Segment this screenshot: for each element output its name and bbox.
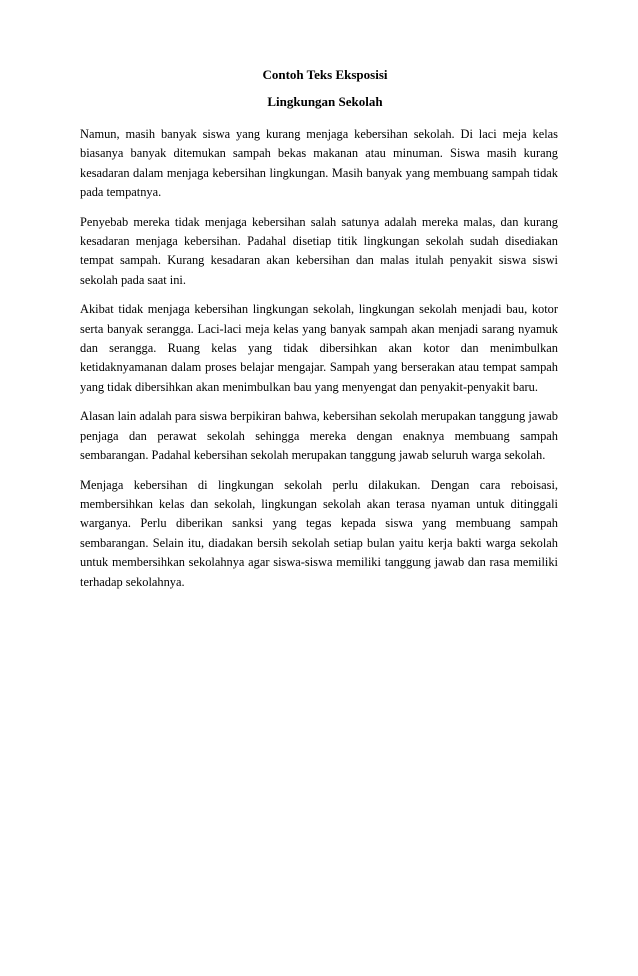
paragraph-5: Menjaga kebersihan di lingkungan sekolah perlu dilakukan. Dengan cara reboisasi, membersihkan kelas dan sekolah, lingkungan sekolah akan terasa nyaman untuk ditinggali warganya. Perlu diberikan sanksi yang tegas kepada siswa yang membuang sampah sembarangan. Selain itu, diadakan bersih sekolah setiap bulan yaitu kerja bakti warga sekolah untuk membersihkan sekolahnya agar siswa-siswa memiliki tanggung jawab dan rasa memiliki terhadap sekolahnya. [80,477,558,589]
document-title: Contoh Teks Eksposisi [262,67,388,82]
paragraph-3: Akibat tidak menjaga kebersihan lingkungan sekolah, lingkungan sekolah menjadi bau, kotor serta banyak serangga. Laci-laci meja kelas yang banyak sampah akan menjadi sarang nyamuk dan serangga. Ruang kelas yang tidak dibersihkan akan kotor dan menimbulkan ketidaknyamanan dalam proses belajar mengajar. Sampah yang berserakan atau tempat sampah yang tidak dibersihkan akan menimbulkan bau yang menyengat dan penyakit-penyakit baru. [80,302,558,394]
paragraph-1: Namun, masih banyak siswa yang kurang menjaga kebersihan sekolah. Di laci meja kelas biasanya banyak ditemukan sampah bekas makanan atau minuman. Siswa masih kurang kesadaran dalam menjaga kebersihan lingkungan. Masih banyak yang membuang sampah tidak pada tempatnya. [80,127,558,200]
paragraph-2: Penyebab mereka tidak menjaga kebersihan salah satunya adalah mereka malas, dan kurang kesadaran menjaga kebersihan. Padahal disetiap titik lingkungan sekolah sudah disediakan tempat sampah. Kurang kesadaran akan kebersihan dan malas itulah penyakit siswa siswi sekolah pada saat ini. [80,214,558,287]
paragraph-4: Alasan lain adalah para siswa berpikiran bahwa, kebersihan sekolah merupakan tanggung jawab penjaga dan perawat sekolah sehingga mereka dengan enaknya membuang sampah sembarangan. Padahal kebersihan sekolah merupakan tanggung jawab seluruh warga sekolah. [80,409,558,463]
document-subtitle: Lingkungan Sekolah [267,94,383,109]
